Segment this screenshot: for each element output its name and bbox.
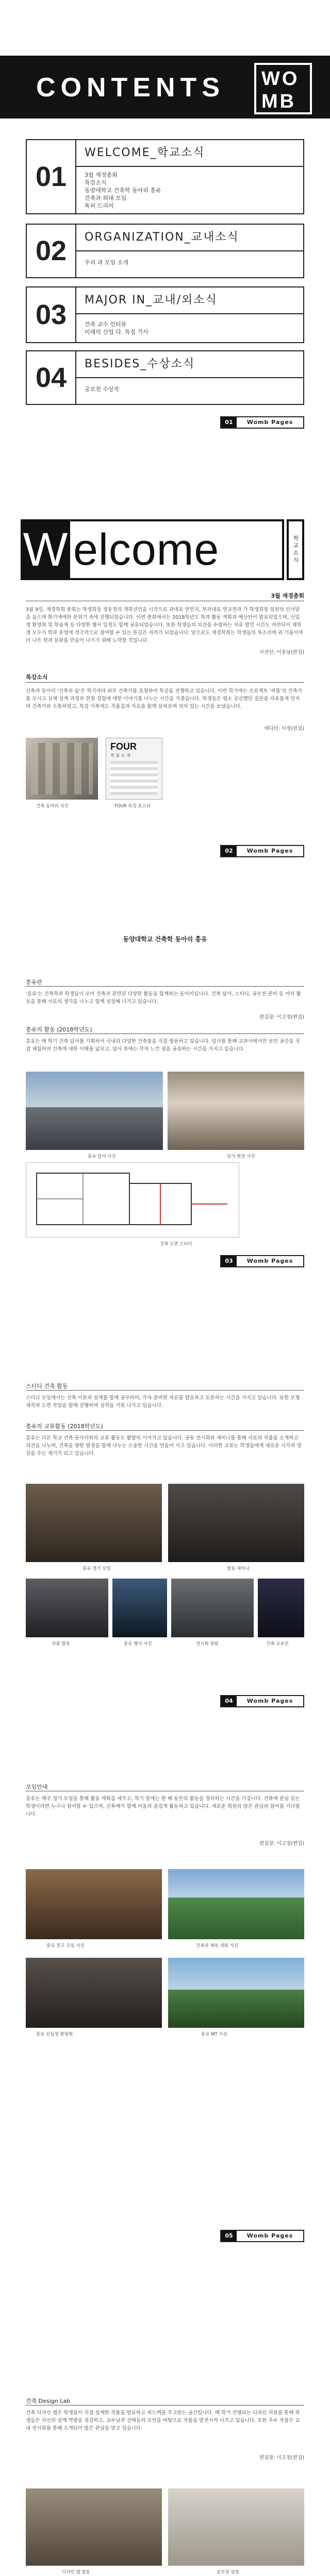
womb-logo-line2: MB	[261, 91, 296, 112]
toc-subitems	[85, 320, 148, 336]
photo-caption: 건축 동아리 사진	[36, 804, 69, 809]
page-label: Womb Pages	[246, 848, 293, 854]
subsection-title: 건축 Design Lab	[26, 2398, 71, 2404]
photo-caption: 답사 현장 사진	[227, 1154, 255, 1159]
toc-item-03[interactable]	[26, 286, 304, 343]
page-footer-04	[220, 1695, 304, 1707]
photo-caption: 흥유 MT 사진	[201, 2032, 227, 2037]
friends-photo	[26, 1869, 162, 1939]
presentation-photo	[26, 1579, 108, 1637]
mt-photo	[168, 1958, 304, 2028]
floor-plan-graphic	[26, 1163, 239, 1238]
section-signature: 편집장: 이고정(편집)	[259, 2455, 304, 2461]
toc-subitem: 건축과 외대 모임	[85, 195, 127, 201]
toc-subitem: 동양대학교 건축학 동아리 흥유	[85, 187, 161, 194]
photo-caption: 디자인 랩 발표	[62, 2570, 90, 2575]
toc-subitem: 톡퍼 드리미	[85, 202, 114, 209]
divider	[26, 1033, 304, 1034]
exhibition-photo	[171, 1579, 254, 1637]
toc-subitem: 우리 과 모임 소개	[85, 259, 128, 266]
seminar-photo	[168, 1484, 304, 1562]
toc-number: 02	[27, 225, 76, 277]
page-number: 02	[221, 846, 237, 856]
photo-caption: 흥유 행사 사진	[124, 1641, 152, 1647]
photo-caption: 흥유 답사 사진	[88, 1154, 116, 1159]
toc-number: 03	[27, 287, 76, 342]
lecture-poster	[106, 738, 162, 800]
section-signature: 편집장: 이고정(편집)	[259, 1014, 304, 1020]
toc-subitems	[85, 259, 128, 266]
page-number: 04	[221, 1696, 237, 1706]
photo-caption: 흥유 정기 모임	[82, 1566, 111, 1571]
contents-title: CONTENTS	[36, 73, 225, 103]
toc-title: BESIDES_수상소식	[76, 351, 303, 378]
section-body: 스터디 모임에서는 건축 이론과 설계를 함께 공부하며, 각자 준비한 자료를 발표하고 토론하는 시간을 가지고 있습니다. 또한 모형 제작과 도면 작업을 함께 진행하며 실력을 키워 나가고 있습니다.	[26, 1395, 300, 1409]
subsection-title: 스터디 건축 활동	[26, 1383, 68, 1389]
photo-caption: 건축 교류전	[266, 1641, 289, 1647]
womb-logo-line1: WO	[261, 68, 300, 90]
toc-subitems	[85, 385, 119, 393]
toc-subitem: 특강소식	[85, 179, 107, 186]
toc-subitem: 공모전 수상작	[85, 386, 120, 393]
club-meeting-photo	[26, 1484, 162, 1562]
section-body: 흥유는 매주 정기 모임을 통해 활동 계획을 세우고, 학기 말에는 한 해 동안의 활동을 정리하는 시간을 가집니다. 건축에 관심 있는 학생이라면 누구나 참여할 수 있으며, 선후배가 함께 어울려 즐겁게 활동하고 있습니다. 새로운 회원의 많은 관심과 참여를 기다립니다.	[26, 1796, 300, 1817]
page-number: 01	[221, 417, 237, 428]
section-body: '흥유'는 건축학과 학생들이 모여 건축과 관련된 다양한 활동을 함께하는 동아리입니다. 건축 답사, 스터디, 공모전 준비 등 여러 활동을 통해 서로의 생각을 나누고 함께 성장해 나가고 있습니다.	[26, 991, 301, 1005]
subsection-title: 모임안내	[26, 1784, 48, 1790]
certificate-photo	[168, 2488, 304, 2566]
page-number: 05	[221, 2231, 237, 2241]
section-body: 흥유는 매 학기 건축 답사를 기획하여 국내의 다양한 건축물을 직접 방문하고 있습니다. 답사를 통해 교과서에서만 보던 공간을 직접 체험하며 건축에 대한 이해를 넓히고, 답사 후에는 각자 느낀 점을 공유하는 시간을 가지고 있습니다.	[26, 1039, 300, 1052]
toc-title: WELCOME_학교소식	[76, 140, 303, 167]
article-title: 동양대학교 건축학 동아리 흥유	[123, 936, 207, 943]
toc-title: MAJOR IN_교내/외소식	[76, 287, 303, 314]
toc-subitem: 3월 재경총회	[85, 172, 118, 178]
section-title: 3월 재경총회	[271, 592, 304, 599]
section-body: 건축 디자인 랩은 학생들이 직접 설계한 작품을 발표하고 피드백을 주고받는 공간입니다. 매 학기 진행되는 디자인 리뷰를 통해 학생들은 자신의 설계 역량을 점검하고, 교수님과 선배들의 조언을 바탕으로 작품을 발전시켜 나가고 있습니다. 또한 우수 작품은 교내 전시회를 통해 소개되어 많은 관심을 받고 있습니다.	[26, 2410, 300, 2431]
page-label: Womb Pages	[246, 1258, 293, 1264]
page-label: Womb Pages	[246, 2232, 293, 2239]
divider	[26, 1430, 304, 1431]
page-footer-05	[220, 2230, 304, 2242]
toc-title: ORGANIZATION_교내소식	[76, 225, 303, 251]
photo-caption: 작품 발표	[52, 1641, 70, 1647]
toc-number: 04	[27, 351, 76, 404]
club-photo	[26, 738, 98, 800]
womb-logo	[254, 63, 312, 114]
toc-subitem: 건축 교수 인터뷰	[85, 321, 127, 328]
page-footer-01	[220, 416, 304, 429]
section-body: 건축과 동아리 '건축의 숲'은 학기마다 외부 건축가를 초청하여 특강을 진행하고 있습니다. 이번 학기에는 프로젝트 '퍼플'의 건축가를 모시고 실제 설계 과정과 현장 경험에 대한 이야기를 나누는 시간을 가졌습니다. 학생들은 평소 궁금했던 질문을 자유롭게 던지며 건축가와 소통하였고, 특강 이후에도 작품집과 자료를 함께 살펴보며 의미 있는 시간을 보냈습니다.	[26, 688, 302, 709]
poster-graphic	[110, 761, 158, 795]
exchange-photo	[258, 1579, 304, 1637]
event-photo	[112, 1579, 167, 1637]
page-label: Womb Pages	[246, 1698, 293, 1704]
trip-photo-a	[26, 1072, 163, 1150]
photo-caption: FOUR 특강 포스터	[114, 804, 151, 809]
photo-caption: 건축과 체육 대회 사진	[196, 1943, 239, 1948]
photo-caption: 합동 세미나	[227, 1566, 250, 1571]
toc-item-02[interactable]	[26, 224, 304, 278]
divider	[26, 1390, 304, 1391]
welcome-title: elcome	[73, 525, 220, 574]
subsection-title: 흥유의 활동 (2018학년도)	[26, 1026, 92, 1033]
page-number: 03	[221, 1256, 237, 1266]
photo-caption: 전시회 관람	[196, 1641, 219, 1647]
design-lab-photo	[26, 2488, 162, 2566]
section-title: 특강소식	[26, 674, 48, 681]
toc-subitems	[85, 171, 161, 210]
photo-caption: 흥유 신입생 환영회	[36, 2032, 73, 2037]
toc-item-01[interactable]	[26, 139, 304, 214]
toc-subitem: 미래의 산업 다. 특집 기사	[85, 329, 148, 335]
divider	[26, 682, 304, 683]
toc-item-04[interactable]	[26, 350, 304, 405]
toc-number: 01	[27, 140, 76, 213]
sports-day-photo	[168, 1869, 304, 1939]
trip-photo-b	[168, 1072, 304, 1150]
welcome-initial: W	[21, 519, 70, 580]
page-label: Womb Pages	[246, 419, 293, 426]
poster-subtitle: 작 품 소 개	[110, 753, 130, 758]
welcome-party-photo	[26, 1958, 162, 2028]
subsection-title: 흥유란	[26, 979, 42, 986]
divider	[26, 986, 304, 987]
subsection-title: 흥유의 교류활동 (2018학년도)	[26, 1423, 103, 1430]
floor-plan-drawing	[26, 1162, 239, 1238]
section-body: 흥유는 다른 학교 건축 동아리와의 교류 활동도 활발히 이어가고 있습니다. 공동 전시회와 세미나를 통해 서로의 작품을 소개하고 의견을 나누며, 건축을 향한 열정을 함께 나누는 소중한 시간을 만들어 가고 있습니다. 이러한 교류는 학생들에게 새로운 시각과 영감을 주는 계기가 되고 있습니다.	[26, 1435, 302, 1456]
photo-caption: 공모전 상장	[217, 2570, 239, 2575]
photo-caption: 흥유 친구 모임 사진	[46, 1943, 85, 1948]
page-footer-02	[220, 845, 304, 857]
welcome-side-label: 학교소식	[287, 519, 304, 580]
section-signature: 에디터: 이정(편집)	[264, 726, 304, 732]
photo-caption: 건축 도면 스터디	[160, 1242, 192, 1247]
section-body: 3월 9일, 재경학회 총회는 학생회장 정윤정의 개회선언을 시작으로 과대표 연민지, 부과대표 연교현과 각 학생회장 임원의 인사말을 들으며 화기애애한 분위기 속에 진행되었습니다. 이번 총회에서는 2018학년도 학과 활동 계획과 예산안이 발표되었으며, 신입생 환영회 및 학술제 등 다양한 행사 일정도 함께 공유되었습니다. 또한 학생들의 의견을 수렴하는 자유 발언 시간도 마련되어 재학생 모두가 학과 운영에 적극적으로 참여할 수 있는 뜻깊은 자리가 되었습니다. 앞으로도 재경학회는 학생들의 목소리에 귀 기울이며 더 나은 학과 문화를 만들어 나가기 위해 노력할 것입니다.	[26, 607, 303, 643]
poster-title: FOUR	[110, 741, 137, 752]
section-signature: 편집장: 이고정(편집)	[259, 1841, 304, 1846]
section-signature: 사진인: 이송남(편집)	[259, 650, 304, 655]
page-footer-03	[220, 1255, 304, 1267]
